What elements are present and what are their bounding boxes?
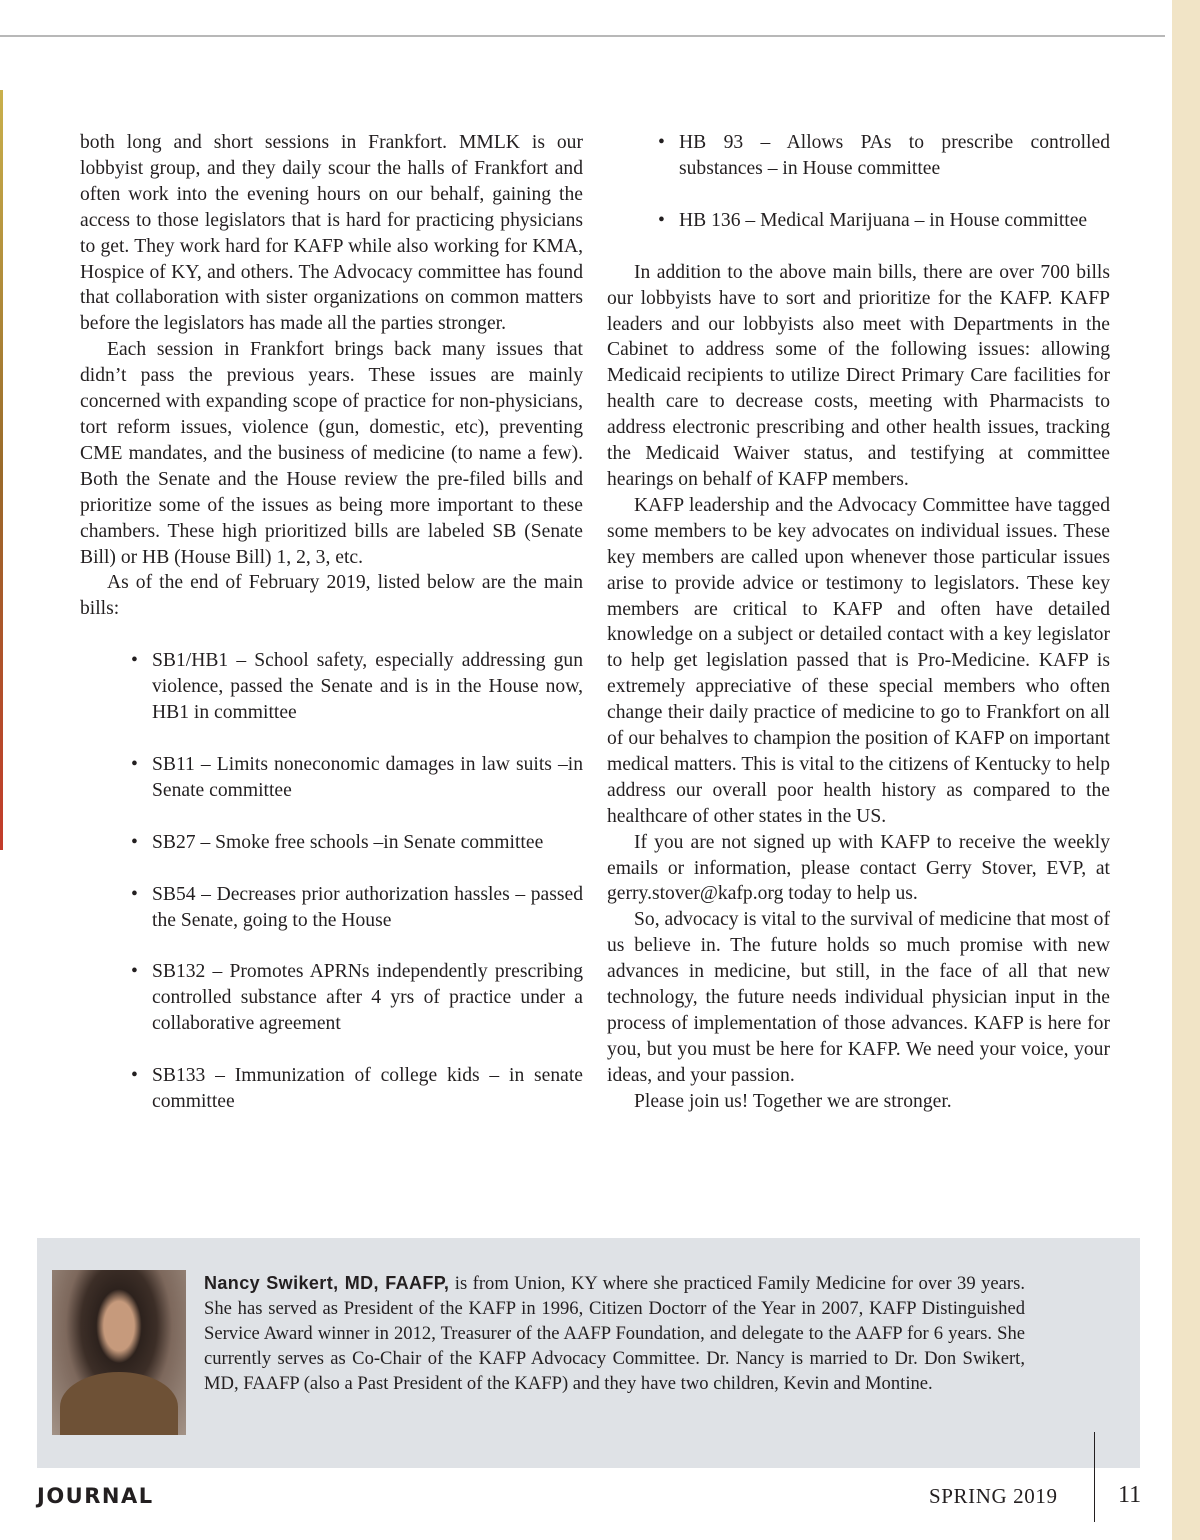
left-column [80,130,583,1141]
page-edge-strip [1172,0,1200,1540]
list-item: • SB54 – Decreases prior authorization hassles – passed the Senate, going to the House [152,882,583,934]
author-name: Nancy Swikert, MD, FAAFP, [204,1273,450,1293]
page-number: 11 [1118,1482,1142,1508]
binding-edge-strip [0,90,3,850]
paragraph: As of the end of February 2019, listed below are the main bills: [80,572,583,620]
list-item: • SB11 – Limits noneconomic damages in law suits –in Senate committee [152,752,583,804]
paragraph: Each session in Frankfort brings back many issues that didn’t pass the previous years. These issues are mainly concerned with expanding scope of practice for non-physicians, tort reform issues, violence (gun, domestic, etc), preventing CME mandates, and the business of medicine (to name a few). Both the Senate and the House review the pre-filed bills and prioritize some of the issues as being more important to these chambers. These high prioritized bills are labeled SB (Senate Bill) or HB (House Bill) 1, 2, 3, etc. [80,339,583,568]
author-bio-text: is from Union, KY where she practiced Family Medicine for over 39 years. She has served as President of the KAFP in 1996, Citizen Doctorr of the Year in 2007, KAFP Distinguished Service Award winner in 2012, Treasurer of the AAFP Foundation, and delegate to the AAFP for 6 years. She currently serves as Co-Chair of the KAFP Advocacy Committee. Dr. Nancy is married to Dr. Don Swikert, MD, FAAFP (also a Past President of the KAFP) and they have two children, Kevin and Montine. [204,1273,1025,1394]
list-item: • HB 136 – Medical Marijuana – in House committee [679,208,1110,234]
list-item: • SB27 – Smoke free schools –in Senate committee [152,830,583,856]
footer-divider [1094,1432,1095,1522]
paragraph: In addition to the above main bills, there are over 700 bills our lobbyists have to sort and prioritize for the KAFP. KAFP leaders and our lobbyists also meet with Departments in the Cabinet to address some of the following issues: allowing Medicaid recipients to utilize Direct Primary Care facilities for health care to decrease costs, meeting with Pharmacists to address electronic prescribing and other health issues, tracking the Medicaid Waiver status, and testifying at committee hearings on behalf of KAFP members. [607,261,1110,490]
bill-list [152,648,583,1115]
issue-season: SPRING 2019 [929,1484,1058,1508]
top-rule [0,35,1165,37]
bill-list [679,130,1110,234]
paragraph: So, advocacy is vital to the survival of medicine that most of us believe in. The future holds so much promise with new advances in medicine, but still, in the face of all that new technology, the future needs individual physician input in the process of implementation of those advances. KAFP is here for you, but you must be here for KAFP. We need your voice, your ideas, and your passion. [607,909,1110,1086]
publication-name: JOURNAL [37,1484,154,1508]
author-photo [52,1270,186,1435]
author-photo-shoulders [60,1372,178,1435]
list-item: • HB 93 – Allows PAs to prescribe controlled substances – in House committee [679,130,1110,182]
paragraph: If you are not signed up with KAFP to receive the weekly emails or information, please contact Gerry Stover, EVP, at gerry.stover@kafp.org today to help us. [607,831,1110,905]
list-item: • SB133 – Immunization of college kids – in senate committee [152,1063,583,1115]
author-bio [204,1271,1025,1396]
paragraph: both long and short sessions in Frankfort. MMLK is our lobbyist group, and they daily scour the halls of Frankfort and often work into the evening hours on our behalf, gaining the access to those legislators that is hard for practicing physicians to get. They work hard for KAFP while also working for KMA, Hospice of KY, and others. The Advocacy committee has found that collaboration with sister organizations on common matters before the legislators has made all the parties stronger. [80,132,583,335]
paragraph: KAFP leadership and the Advocacy Committee have tagged some members to be key advocates on individual issues. These key members are called upon whenever those particular issues arise to provide advice or testimony to legislators. These key members are critical to KAFP and often have detailed knowledge on a subject or detailed contact with a key legislator to help get legislation passed that is Pro-Medicine. KAFP is extremely appreciative of these special members who often change their daily practice of medicine to go to Frankfort on all of our behalves to champion the position of KAFP on important medical matters. This is vital to the citizens of Kentucky to help address our overall poor health history as compared to the healthcare of other states in the US. [607,494,1110,827]
paragraph: Please join us! Together we are stronger. [634,1090,952,1112]
list-item: • SB1/HB1 – School safety, especially addressing gun violence, passed the Senate and is in the House now, HB1 in committee [152,648,583,726]
right-column [607,130,1110,1115]
list-item: • SB132 – Promotes APRNs independently prescribing controlled substance after 4 yrs of practice under a collaborative agreement [152,959,583,1037]
